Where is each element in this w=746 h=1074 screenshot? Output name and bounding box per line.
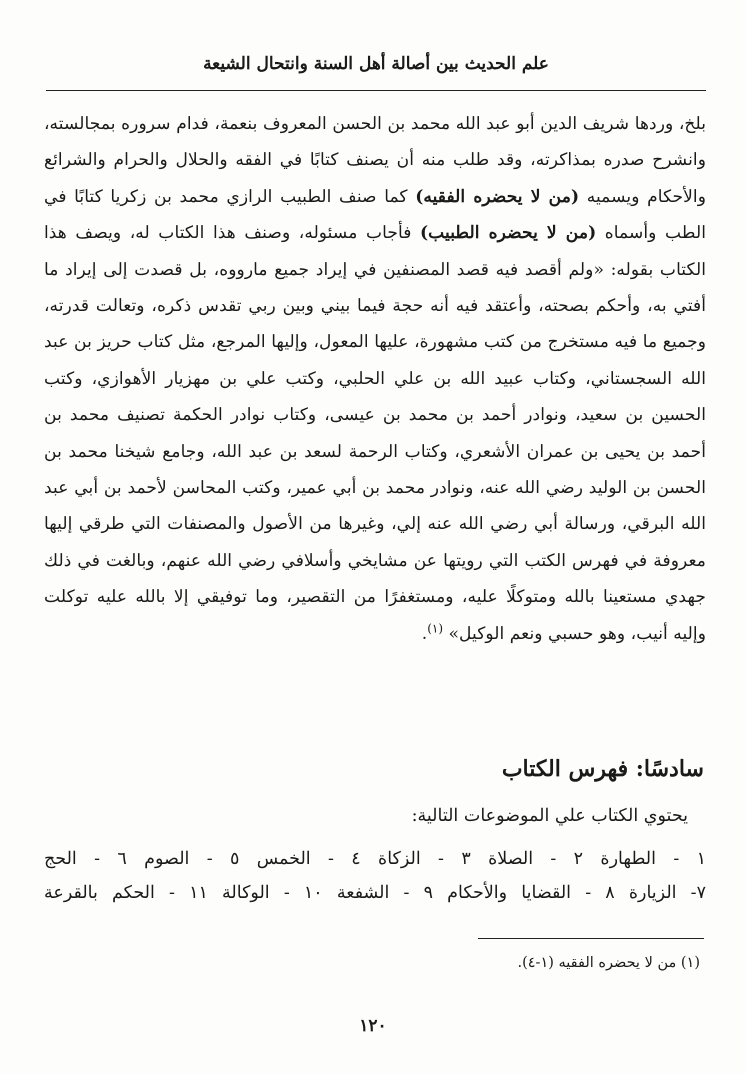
running-header: علم الحديث بين أصالة أهل السنة وانتحال الشيعة [203, 54, 549, 74]
footnote: (١) من لا يحضره الفقيه (١-٤). [517, 955, 700, 971]
page-number: ١٢٠ [359, 1016, 387, 1036]
paragraph-text-2: كما صنف الطبيب الرازي محمد بن زكريا كتابًا في الطب وأسماه [44, 186, 706, 244]
topics-line-2: ٧- الزيارة ٨ - القضايا والأحكام ٩ - الشفعة ١٠ - الوكالة ١١ - الحكم بالقرعة [44, 883, 707, 903]
paragraph-text-1: بلخ، وردها شريف الدين أبو عبد الله محمد بن الحسن المعروف بنعمة، فدام سروره بمجالسته، وانشرح صدره بمذاكرته، وقد طلب منه أن يصنف كتابًا في الفقه والحلال والحرام والشرائع والأحكام ويسميه [44, 114, 706, 207]
section-intro: يحتوي الكتاب علي الموضوعات التالية: [411, 806, 688, 826]
topics-list [44, 842, 706, 910]
topics-line-1: ١ - الطهارة ٢ - الصلاة ٣ - الزكاة ٤ - الخمس ٥ - الصوم ٦ - الحج [44, 849, 706, 869]
book-title-faqih: (من لا يحضره الفقيه) [415, 186, 580, 207]
footnote-rule [478, 938, 704, 939]
footnote-reference[interactable]: (١) [427, 620, 444, 635]
book-title-tabib: (من لا يحضره الطبيب) [420, 223, 597, 244]
header-rule [46, 90, 706, 91]
paragraph-text-4: . [421, 623, 428, 644]
main-paragraph [44, 106, 706, 652]
section-heading: سادسًا: فهرس الكتاب [501, 756, 704, 782]
paragraph-text-3: فأجاب مسئوله، وصنف هذا الكتاب له، ويصف هذا الكتاب بقوله: «ولم أقصد فيه قصد المصنفين في إيراد جميع مارووه، بل قصدت إلى إيراد ما أفتي به، وأحكم بصحته، وأعتقد فيه أنه حجة فيما بيني وبين ربي تقدس ذكره، وتعالت قدرته، وجميع ما فيه مستخرج من كتب مشهورة، عليها المعول، وإليها المرجع، مثل كتاب حريز بن عبد الله السجستاني، وكتاب عبيد الله بن علي الحلبي، وكتب علي بن مهزيار الأهوازي، وكتب الحسين بن سعيد، ونوادر أحمد بن محمد بن عيسى، وكتاب نوادر الحكمة تصنيف محمد بن أحمد بن يحيى بن عمران الأشعري، وكتاب الرحمة لسعد بن عبد الله، وجامع شيخنا محمد بن الحسن بن الوليد رضي الله عنه، ونوادر محمد بن أبي عمير، وكتب المحاسن لأحمد بن أبي عبد الله البرقي، ورسالة أبي رضي الله عنه إلي، وغيرها من الأصول والمصنفات التي طرقي إليها معروفة في فهرس الكتب التي رويتها عن مشايخي وأسلافي رضي الله عنهم، وبالغت في ذلك جهدي مستعينا بالله ومتوكلًا عليه، ومستغفرًا من التقصير، وما توفيقي إلا بالله عليه توكلت وإليه أنيب، وهو حسبي ونعم الوكيل» [44, 223, 706, 644]
